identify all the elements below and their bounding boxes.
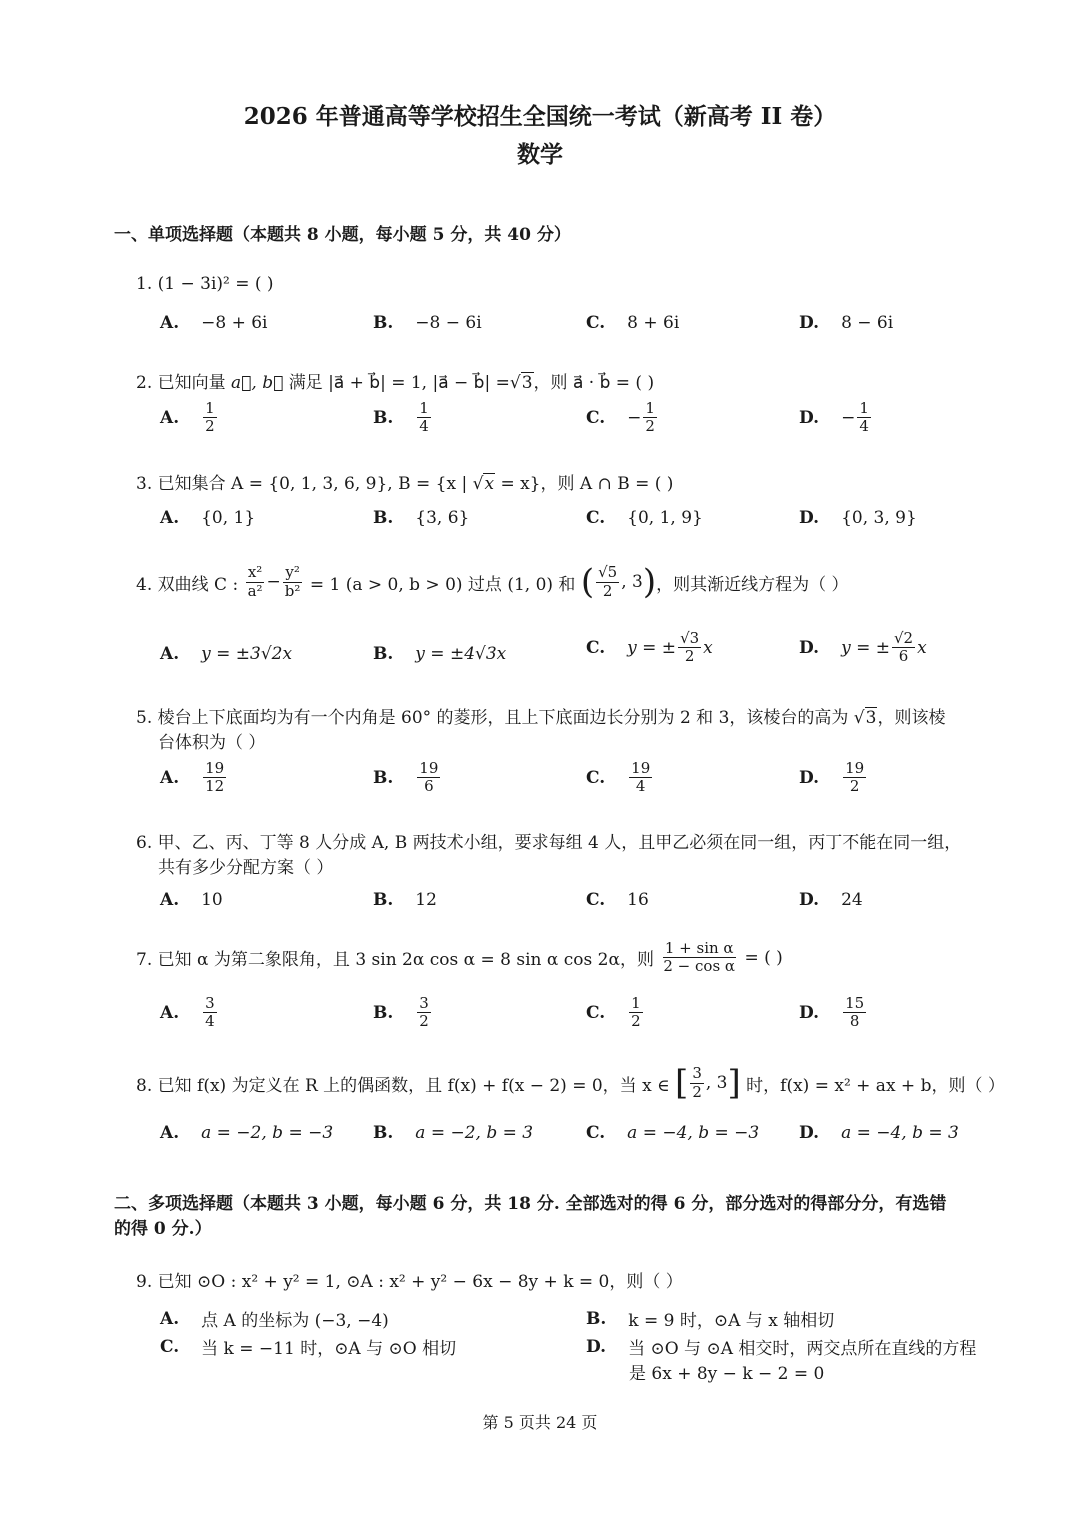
q5-option-c: C. $\frac{19}{4}$ [586,759,651,796]
q8-option-b: B. a = −2, b = 3 [373,1123,534,1143]
q4-option-d: D. y = ± $\frac{√2}{6}$ x [799,629,927,666]
q8-option-a: A. a = −2, b = −3 [160,1123,334,1143]
section2-heading-line1: 二、多项选择题（本题共 3 小题，每小题 6 分，共 18 分. 全部选对的得 6 分，部分选对的得部分分，有选错 [114,1194,947,1214]
q7-option-a: A. $\frac{3}{4}$ [160,994,215,1031]
q9-option-b: B. k = 9 时，⊙A 与 x 轴相切 [586,1308,835,1331]
q7-stem: 7. 已知 α 为第二象限角，且 3 sin 2α cos α = 8 sin α cos 2α，则 $\frac{\text{1 + sin α}}{\text{2 − cos α}}$ = ( ) [136,939,783,976]
q2-option-b: B. $\frac{1}{4}$ [373,399,429,436]
q7-option-c: C. $\frac{1}{2}$ [586,994,641,1031]
q6-stem-line1: 6. 甲、乙、丙、丁等 8 人分成 A, B 两技术小组，要求每组 4 人，且甲乙必须在同一组，丙丁不能在同一组， [136,833,962,853]
q9-option-c: C. 当 k = −11 时，⊙A 与 ⊙O 相切 [160,1336,457,1359]
q5-option-a: A. $\frac{19}{12}$ [160,759,225,796]
q6-stem-line2: 共有多少分配方案（ ） [158,858,334,878]
q2-option-a: A. $\frac{1}{2}$ [160,399,215,436]
q4-option-b: B. y = ±4√3x [373,644,507,664]
q3-stem: 3. 已知集合 A = {0, 1, 3, 6, 9}, B = {x | √x = x}，则 A ∩ B = ( ) [136,474,674,494]
q1-option-b: B. −8 − 6i [373,313,482,333]
q5-stem-line1: 5. 棱台上下底面均为有一个内角是 60° 的菱形，且上下底面边长分别为 2 和 3，该棱台的高为 √3，则该棱 [136,708,946,728]
q1-option-c: C. 8 + 6i [586,313,680,333]
q1-option-a: A. −8 + 6i [160,313,268,333]
page-number: 第 5 页共 24 页 [482,1413,598,1432]
section1-heading: 一、单项选择题（本题共 8 小题，每小题 5 分，共 40 分） [114,225,571,245]
q3-option-c: C. {0, 1, 9} [586,508,703,528]
q6-option-d: D. 24 [799,890,863,910]
q5-option-d: D. $\frac{19}{2}$ [799,759,865,796]
q8-stem: 8. 已知 f(x) 为定义在 R 上的偶函数，且 f(x) + f(x − 2) = 0，当 x ∈ [ $\frac{3}{2}$ , 3 ] 时，f(x) = x² + ax + b，则（ ） [136,1063,1005,1103]
q9-option-d-line2: 是 6x + 8y − k − 2 = 0 [629,1364,825,1384]
q2-option-c: C. − $\frac{1}{2}$ [586,399,655,436]
q5-stem-line2: 台体积为（ ） [158,733,266,753]
section2-heading-line2: 的得 0 分.） [114,1219,212,1239]
q9-option-d: D. 当 ⊙O 与 ⊙A 相交时，两交点所在直线的方程 [586,1336,977,1359]
q3-option-d: D. {0, 3, 9} [799,508,917,528]
q3-option-b: B. {3, 6} [373,508,470,528]
q9-option-a: A. 点 A 的坐标为 (−3, −4) [160,1308,389,1331]
q7-option-b: B. $\frac{3}{2}$ [373,994,429,1031]
q6-option-a: A. 10 [160,890,223,910]
q7-option-d: D. $\frac{15}{8}$ [799,994,865,1031]
q1-option-d: D. 8 − 6i [799,313,894,333]
q2-option-d: D. − $\frac{1}{4}$ [799,399,869,436]
exam-title: 2026 年普通高等学校招生全国统一考试（新高考 II 卷） [243,103,837,130]
q8-option-d: D. a = −4, b = 3 [799,1123,959,1143]
q8-option-c: C. a = −4, b = −3 [586,1123,760,1143]
subject-title: 数学 [517,141,563,168]
q9-stem: 9. 已知 ⊙O : x² + y² = 1, ⊙A : x² + y² − 6x − 8y + k = 0，则（ ） [136,1272,683,1292]
q4-option-a: A. y = ±3√2x [160,644,293,664]
q5-option-b: B. $\frac{19}{6}$ [373,759,439,796]
q2-stem: 2. 已知向量 a⃗, b⃗ 满足 |a⃗ + b⃗| = 1, |a⃗ − b⃗| =√3，则 a⃗ · b⃗ = ( ) [136,373,655,393]
q6-option-c: C. 16 [586,890,649,910]
q3-option-a: A. {0, 1} [160,508,256,528]
q6-option-b: B. 12 [373,890,437,910]
q4-option-c: C. y = ± $\frac{√3}{2}$ x [586,629,713,666]
q1-stem: 1. (1 − 3i)² = ( ) [136,274,274,294]
q4-stem: 4. 双曲线 C : $\frac{\text{x²}}{\text{a²}}$ − $\frac{\text{y²}}{\text{b²}}$ = 1 (a > 0, b > 0) 过点 (1, 0) 和 ( $\frac{√5}{2}$ , 3 ) ，则其渐近线方程为（ ） [136,562,849,602]
